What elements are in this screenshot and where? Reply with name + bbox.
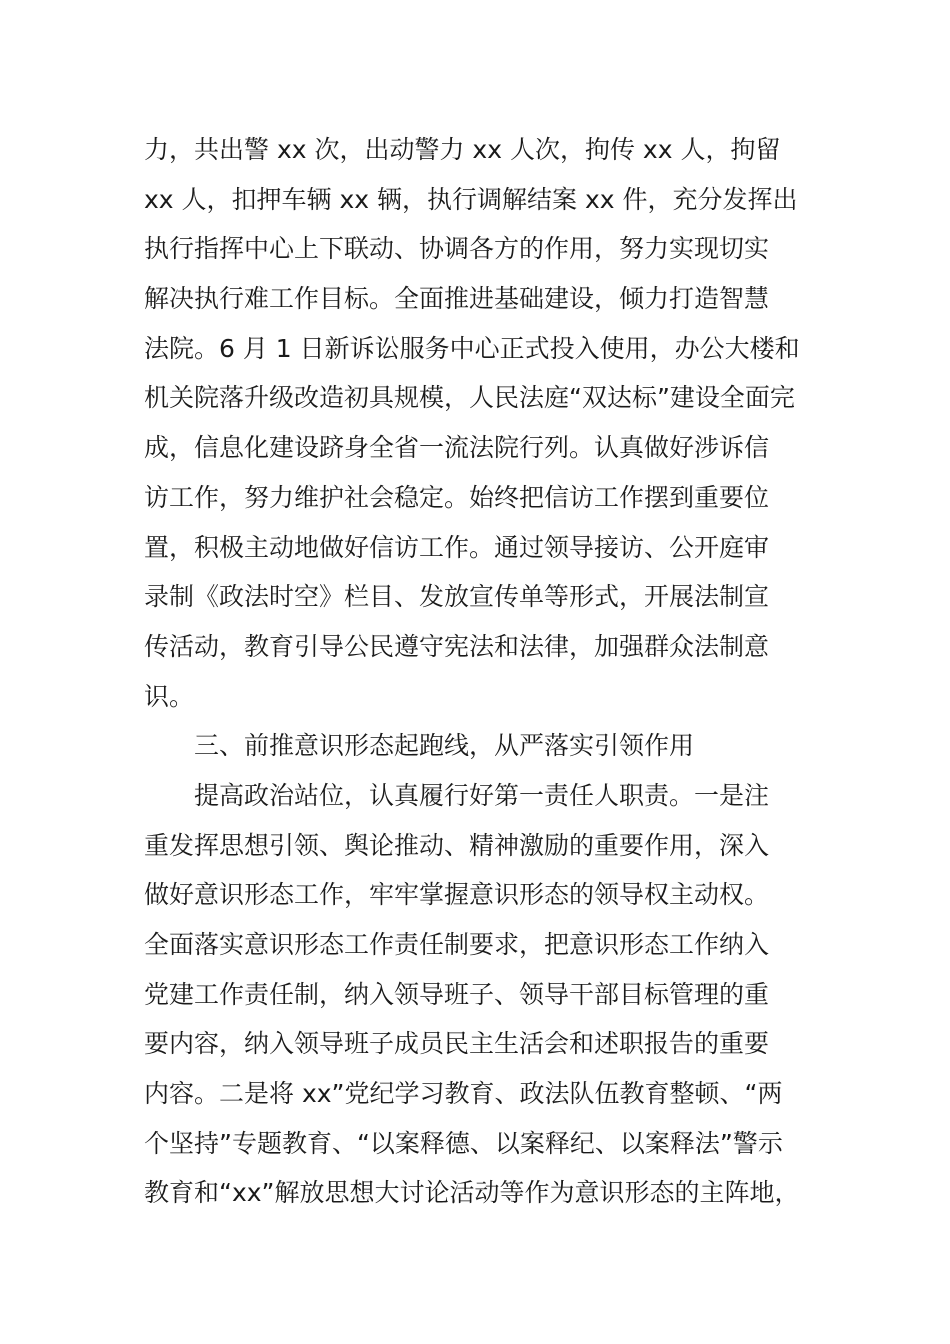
- text-line: 执行指挥中心上下联动、协调各方的作用，努力实现切实: [144, 234, 770, 264]
- text-line: xx 人，扣押车辆 xx 辆，执行调解结案 xx 件，充分发挥出: [144, 184, 798, 214]
- text-line: 成，信息化建设跻身全省一流法院行列。认真做好涉诉信: [144, 433, 770, 463]
- text-line: 力，共出警 xx 次，出动警力 xx 人次，拘传 xx 人，拘留: [144, 135, 781, 164]
- text-line: 全面落实意识形态工作责任制要求，把意识形态工作纳入: [144, 930, 770, 959]
- text-line: 重发挥思想引领、舆论推动、精神激励的重要作用，深入: [144, 830, 770, 860]
- text-line: 识。: [144, 681, 195, 711]
- text-line: 做好意识形态工作，牢牢掌握意识形态的领导权主动权。: [144, 880, 770, 910]
- text-line: 录制《政法时空》栏目、发放宣传单等形式，开展法制宣: [144, 582, 770, 612]
- text-line: 解决执行难工作目标。全面推进基础建设，倾力打造智慧: [144, 284, 770, 314]
- text-line: 个坚持”专题教育、“以案释德、以案释纪、以案释法”警示: [144, 1128, 783, 1158]
- text-line: 机关院落升级改造初具规模，人民法庭“双达标”建设全面完: [144, 383, 795, 413]
- document-body: [144, 125, 834, 1218]
- text-line: 要内容，纳入领导班子成员民主生活会和述职报告的重要: [144, 1029, 770, 1059]
- text-line: 法院。6 月 1 日新诉讼服务中心正式投入使用，办公大楼和: [144, 333, 800, 363]
- text-line: 传活动，教育引导公民遵守宪法和法律，加强群众法制意: [144, 631, 770, 661]
- text-line: 教育和“xx”解放思想大讨论活动等作为意识形态的主阵地，: [144, 1178, 800, 1208]
- text-line: 内容。二是将 xx”党纪学习教育、政法队伍教育整顿、“两: [144, 1079, 783, 1109]
- text-line: 置，积极主动地做好信访工作。通过领导接访、公开庭审: [144, 532, 770, 562]
- text-line: 访工作，努力维护社会稳定。始终把信访工作摆到重要位: [144, 482, 770, 512]
- text-line: 党建工作责任制，纳入领导班子、领导干部目标管理的重: [144, 979, 770, 1009]
- text-line: 提高政治站位，认真履行好第一责任人职责。一是注: [194, 780, 770, 810]
- section-heading: 三、前推意识形态起跑线，从严落实引领作用: [194, 731, 695, 761]
